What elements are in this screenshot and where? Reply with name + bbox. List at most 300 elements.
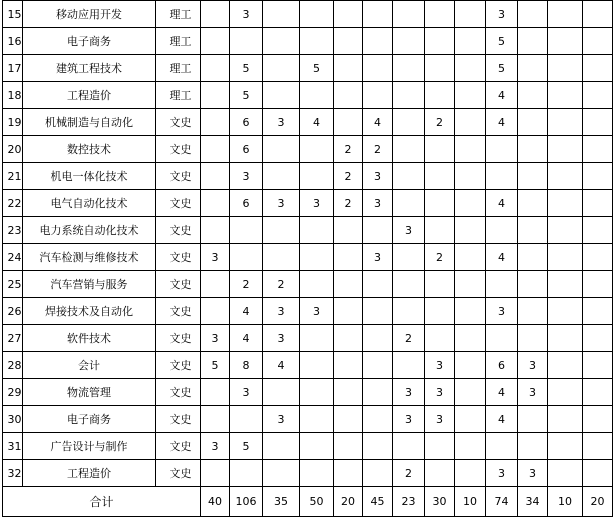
- quota-cell: [455, 433, 486, 460]
- total-cell: 45: [363, 487, 393, 517]
- quota-cell: 2: [363, 136, 393, 163]
- quota-cell: [263, 460, 300, 487]
- total-cell: 23: [393, 487, 425, 517]
- quota-cell: [486, 325, 518, 352]
- quota-cell: [201, 460, 230, 487]
- quota-cell: [363, 406, 393, 433]
- quota-cell: [518, 1, 548, 28]
- quota-cell: [393, 1, 425, 28]
- quota-cell: 2: [263, 271, 300, 298]
- quota-cell: 5: [230, 82, 263, 109]
- quota-cell: [201, 406, 230, 433]
- category: 文史: [156, 379, 201, 406]
- row-number: 27: [3, 325, 23, 352]
- category: 文史: [156, 325, 201, 352]
- quota-cell: 3: [263, 109, 300, 136]
- quota-cell: [363, 352, 393, 379]
- major-name: 广告设计与制作: [23, 433, 156, 460]
- row-number: 15: [3, 1, 23, 28]
- quota-cell: [518, 136, 548, 163]
- quota-cell: 3: [518, 352, 548, 379]
- quota-cell: [263, 55, 300, 82]
- quota-cell: [583, 352, 613, 379]
- quota-cell: [455, 271, 486, 298]
- row-number: 20: [3, 136, 23, 163]
- category: 文史: [156, 190, 201, 217]
- quota-cell: 3: [518, 460, 548, 487]
- quota-cell: [425, 190, 455, 217]
- quota-cell: [425, 163, 455, 190]
- quota-cell: 3: [230, 1, 263, 28]
- quota-cell: 3: [486, 1, 518, 28]
- quota-cell: 2: [334, 163, 363, 190]
- quota-cell: [393, 298, 425, 325]
- quota-cell: [548, 352, 583, 379]
- quota-cell: [363, 271, 393, 298]
- quota-cell: [363, 325, 393, 352]
- quota-cell: 5: [230, 433, 263, 460]
- quota-cell: [548, 433, 583, 460]
- quota-cell: [201, 136, 230, 163]
- quota-cell: [455, 244, 486, 271]
- quota-cell: [363, 460, 393, 487]
- quota-cell: [548, 244, 583, 271]
- table-row: [3, 271, 613, 298]
- total-cell: 40: [201, 487, 230, 517]
- quota-cell: [455, 55, 486, 82]
- category: 理工: [156, 55, 201, 82]
- quota-cell: [363, 55, 393, 82]
- quota-cell: 6: [230, 136, 263, 163]
- quota-cell: [455, 82, 486, 109]
- quota-cell: [393, 433, 425, 460]
- table-row: [3, 109, 613, 136]
- major-name: 移动应用开发: [23, 1, 156, 28]
- quota-cell: 3: [393, 217, 425, 244]
- quota-cell: 2: [393, 325, 425, 352]
- quota-cell: [334, 82, 363, 109]
- row-number: 26: [3, 298, 23, 325]
- quota-cell: [201, 271, 230, 298]
- major-name: 物流管理: [23, 379, 156, 406]
- quota-cell: [583, 55, 613, 82]
- quota-cell: [334, 28, 363, 55]
- row-number: 22: [3, 190, 23, 217]
- quota-cell: [548, 460, 583, 487]
- quota-cell: 2: [425, 109, 455, 136]
- quota-cell: [518, 28, 548, 55]
- quota-cell: 6: [230, 190, 263, 217]
- quota-cell: [583, 433, 613, 460]
- quota-cell: [363, 82, 393, 109]
- quota-cell: [455, 298, 486, 325]
- row-number: 31: [3, 433, 23, 460]
- quota-cell: [583, 217, 613, 244]
- quota-cell: [486, 271, 518, 298]
- quota-cell: [548, 1, 583, 28]
- quota-cell: 4: [486, 406, 518, 433]
- quota-cell: [300, 271, 334, 298]
- category: 文史: [156, 406, 201, 433]
- quota-cell: [518, 433, 548, 460]
- total-cell: 74: [486, 487, 518, 517]
- quota-cell: [425, 1, 455, 28]
- row-number: 28: [3, 352, 23, 379]
- major-name: 机电一体化技术: [23, 163, 156, 190]
- quota-cell: [548, 298, 583, 325]
- enrollment-table: [2, 0, 613, 517]
- quota-cell: 3: [363, 244, 393, 271]
- total-cell: 30: [425, 487, 455, 517]
- category: 文史: [156, 217, 201, 244]
- quota-cell: [334, 325, 363, 352]
- quota-cell: 4: [363, 109, 393, 136]
- quota-cell: 3: [363, 163, 393, 190]
- total-cell: 35: [263, 487, 300, 517]
- table-row: [3, 406, 613, 433]
- quota-cell: [201, 82, 230, 109]
- quota-cell: [334, 352, 363, 379]
- quota-cell: [334, 1, 363, 28]
- quota-cell: [201, 190, 230, 217]
- quota-cell: [230, 217, 263, 244]
- table-row: [3, 136, 613, 163]
- category: 文史: [156, 136, 201, 163]
- quota-cell: [393, 55, 425, 82]
- quota-cell: [548, 325, 583, 352]
- quota-cell: [548, 190, 583, 217]
- total-cell: 20: [583, 487, 613, 517]
- row-number: 19: [3, 109, 23, 136]
- category: 文史: [156, 163, 201, 190]
- total-cell: 106: [230, 487, 263, 517]
- major-name: 数控技术: [23, 136, 156, 163]
- quota-cell: [425, 460, 455, 487]
- quota-cell: [425, 298, 455, 325]
- quota-cell: [263, 217, 300, 244]
- quota-cell: [455, 352, 486, 379]
- quota-cell: [334, 55, 363, 82]
- quota-cell: [263, 136, 300, 163]
- row-number: 30: [3, 406, 23, 433]
- quota-cell: 3: [486, 298, 518, 325]
- quota-cell: [425, 325, 455, 352]
- quota-cell: [393, 136, 425, 163]
- category: 文史: [156, 271, 201, 298]
- quota-cell: [583, 379, 613, 406]
- major-name: 软件技术: [23, 325, 156, 352]
- quota-cell: [263, 1, 300, 28]
- quota-cell: [583, 163, 613, 190]
- quota-cell: [548, 406, 583, 433]
- quota-cell: [201, 379, 230, 406]
- table-row: [3, 55, 613, 82]
- quota-cell: [334, 271, 363, 298]
- table-row: [3, 28, 613, 55]
- quota-cell: [583, 325, 613, 352]
- quota-cell: [363, 217, 393, 244]
- quota-cell: 2: [334, 136, 363, 163]
- quota-cell: [300, 217, 334, 244]
- quota-cell: [230, 460, 263, 487]
- quota-cell: [263, 163, 300, 190]
- major-name: 电气自动化技术: [23, 190, 156, 217]
- total-cell: 34: [518, 487, 548, 517]
- quota-cell: [201, 217, 230, 244]
- quota-cell: 2: [334, 190, 363, 217]
- quota-cell: [363, 1, 393, 28]
- quota-cell: [393, 82, 425, 109]
- quota-cell: [518, 244, 548, 271]
- quota-cell: [583, 460, 613, 487]
- quota-cell: [518, 55, 548, 82]
- quota-cell: [548, 379, 583, 406]
- quota-cell: 5: [300, 55, 334, 82]
- quota-cell: [363, 298, 393, 325]
- quota-cell: [455, 1, 486, 28]
- quota-cell: [300, 244, 334, 271]
- quota-cell: [583, 28, 613, 55]
- quota-cell: 4: [486, 379, 518, 406]
- quota-cell: [548, 28, 583, 55]
- quota-cell: [300, 82, 334, 109]
- quota-cell: [300, 28, 334, 55]
- quota-cell: [583, 271, 613, 298]
- quota-cell: [455, 460, 486, 487]
- category: 文史: [156, 109, 201, 136]
- total-cell: 10: [455, 487, 486, 517]
- row-number: 16: [3, 28, 23, 55]
- table-row: [3, 244, 613, 271]
- table-row: [3, 217, 613, 244]
- total-row: [3, 487, 613, 517]
- major-name: 工程造价: [23, 82, 156, 109]
- quota-cell: 3: [486, 460, 518, 487]
- quota-cell: [583, 109, 613, 136]
- quota-cell: [230, 28, 263, 55]
- quota-cell: [201, 55, 230, 82]
- quota-cell: 5: [486, 55, 518, 82]
- quota-cell: 3: [393, 379, 425, 406]
- row-number: 18: [3, 82, 23, 109]
- quota-cell: [334, 244, 363, 271]
- quota-cell: [263, 244, 300, 271]
- quota-cell: 4: [300, 109, 334, 136]
- total-cell: 50: [300, 487, 334, 517]
- quota-cell: [455, 325, 486, 352]
- table-row: [3, 460, 613, 487]
- quota-cell: [518, 190, 548, 217]
- total-cell: 20: [334, 487, 363, 517]
- quota-cell: [455, 136, 486, 163]
- quota-cell: [548, 136, 583, 163]
- quota-cell: [455, 217, 486, 244]
- quota-cell: [334, 217, 363, 244]
- table-body: [3, 1, 613, 517]
- quota-cell: [455, 379, 486, 406]
- quota-cell: 3: [518, 379, 548, 406]
- quota-cell: [300, 136, 334, 163]
- quota-cell: [201, 298, 230, 325]
- quota-cell: [583, 1, 613, 28]
- quota-cell: [363, 433, 393, 460]
- row-number: 24: [3, 244, 23, 271]
- quota-cell: [300, 379, 334, 406]
- row-number: 17: [3, 55, 23, 82]
- quota-cell: 3: [263, 406, 300, 433]
- quota-cell: 3: [425, 406, 455, 433]
- quota-cell: [201, 28, 230, 55]
- quota-cell: [263, 28, 300, 55]
- quota-cell: [455, 28, 486, 55]
- quota-cell: 6: [230, 109, 263, 136]
- major-name: 汽车检测与维修技术: [23, 244, 156, 271]
- quota-cell: 3: [263, 298, 300, 325]
- quota-cell: 8: [230, 352, 263, 379]
- quota-cell: [583, 190, 613, 217]
- category: 文史: [156, 298, 201, 325]
- quota-cell: [201, 1, 230, 28]
- quota-cell: [334, 460, 363, 487]
- quota-cell: 3: [300, 190, 334, 217]
- major-name: 汽车营销与服务: [23, 271, 156, 298]
- row-number: 32: [3, 460, 23, 487]
- quota-cell: 4: [230, 298, 263, 325]
- quota-cell: [393, 28, 425, 55]
- quota-cell: [548, 163, 583, 190]
- quota-cell: [393, 352, 425, 379]
- quota-cell: [334, 406, 363, 433]
- quota-cell: 2: [393, 460, 425, 487]
- quota-cell: [518, 406, 548, 433]
- quota-cell: [583, 406, 613, 433]
- quota-cell: [230, 406, 263, 433]
- quota-cell: [425, 136, 455, 163]
- quota-cell: 5: [201, 352, 230, 379]
- quota-cell: [518, 271, 548, 298]
- table-row: [3, 190, 613, 217]
- quota-cell: 4: [486, 244, 518, 271]
- major-name: 工程造价: [23, 460, 156, 487]
- quota-cell: [393, 244, 425, 271]
- quota-cell: 3: [201, 433, 230, 460]
- quota-cell: [486, 163, 518, 190]
- major-name: 电子商务: [23, 28, 156, 55]
- quota-cell: [425, 28, 455, 55]
- quota-cell: 4: [486, 82, 518, 109]
- table-row: [3, 379, 613, 406]
- category: 文史: [156, 352, 201, 379]
- quota-cell: [583, 136, 613, 163]
- quota-cell: [518, 217, 548, 244]
- major-name: 机械制造与自动化: [23, 109, 156, 136]
- quota-cell: 2: [425, 244, 455, 271]
- major-name: 电子商务: [23, 406, 156, 433]
- quota-cell: [201, 163, 230, 190]
- quota-cell: 4: [230, 325, 263, 352]
- total-label: 合计: [3, 487, 201, 517]
- major-name: 会计: [23, 352, 156, 379]
- quota-cell: [548, 55, 583, 82]
- quota-cell: [393, 109, 425, 136]
- quota-cell: [425, 433, 455, 460]
- quota-cell: 3: [263, 190, 300, 217]
- quota-cell: [486, 136, 518, 163]
- quota-cell: [455, 190, 486, 217]
- category: 理工: [156, 1, 201, 28]
- quota-cell: 3: [230, 379, 263, 406]
- quota-cell: 3: [201, 244, 230, 271]
- quota-cell: 5: [486, 28, 518, 55]
- table-row: [3, 163, 613, 190]
- quota-cell: [201, 109, 230, 136]
- quota-cell: [486, 217, 518, 244]
- quota-cell: [263, 433, 300, 460]
- quota-cell: [263, 379, 300, 406]
- category: 文史: [156, 244, 201, 271]
- row-number: 25: [3, 271, 23, 298]
- major-name: 电力系统自动化技术: [23, 217, 156, 244]
- quota-cell: [425, 55, 455, 82]
- quota-cell: [518, 82, 548, 109]
- category: 文史: [156, 460, 201, 487]
- quota-cell: 3: [230, 163, 263, 190]
- quota-cell: 4: [263, 352, 300, 379]
- quota-cell: [548, 82, 583, 109]
- quota-cell: 3: [201, 325, 230, 352]
- quota-cell: [334, 379, 363, 406]
- quota-cell: [455, 109, 486, 136]
- row-number: 29: [3, 379, 23, 406]
- quota-cell: [518, 325, 548, 352]
- quota-cell: [583, 82, 613, 109]
- quota-cell: [583, 298, 613, 325]
- quota-cell: 3: [300, 298, 334, 325]
- table-row: [3, 82, 613, 109]
- quota-cell: [300, 433, 334, 460]
- quota-cell: [486, 433, 518, 460]
- quota-cell: [334, 433, 363, 460]
- major-name: 建筑工程技术: [23, 55, 156, 82]
- quota-cell: [548, 217, 583, 244]
- table-row: [3, 1, 613, 28]
- quota-cell: [363, 379, 393, 406]
- quota-cell: [300, 325, 334, 352]
- quota-cell: 4: [486, 109, 518, 136]
- quota-cell: [300, 1, 334, 28]
- quota-cell: [334, 298, 363, 325]
- quota-cell: [334, 109, 363, 136]
- quota-cell: [518, 109, 548, 136]
- quota-cell: 2: [230, 271, 263, 298]
- quota-cell: 3: [363, 190, 393, 217]
- quota-cell: [425, 82, 455, 109]
- table-row: [3, 298, 613, 325]
- quota-cell: 3: [393, 406, 425, 433]
- quota-cell: 3: [425, 379, 455, 406]
- table-row: [3, 325, 613, 352]
- row-number: 21: [3, 163, 23, 190]
- quota-cell: [455, 406, 486, 433]
- quota-cell: [263, 82, 300, 109]
- category: 文史: [156, 433, 201, 460]
- quota-cell: 5: [230, 55, 263, 82]
- category: 理工: [156, 28, 201, 55]
- quota-cell: [300, 460, 334, 487]
- category: 理工: [156, 82, 201, 109]
- quota-cell: [393, 190, 425, 217]
- quota-cell: [548, 271, 583, 298]
